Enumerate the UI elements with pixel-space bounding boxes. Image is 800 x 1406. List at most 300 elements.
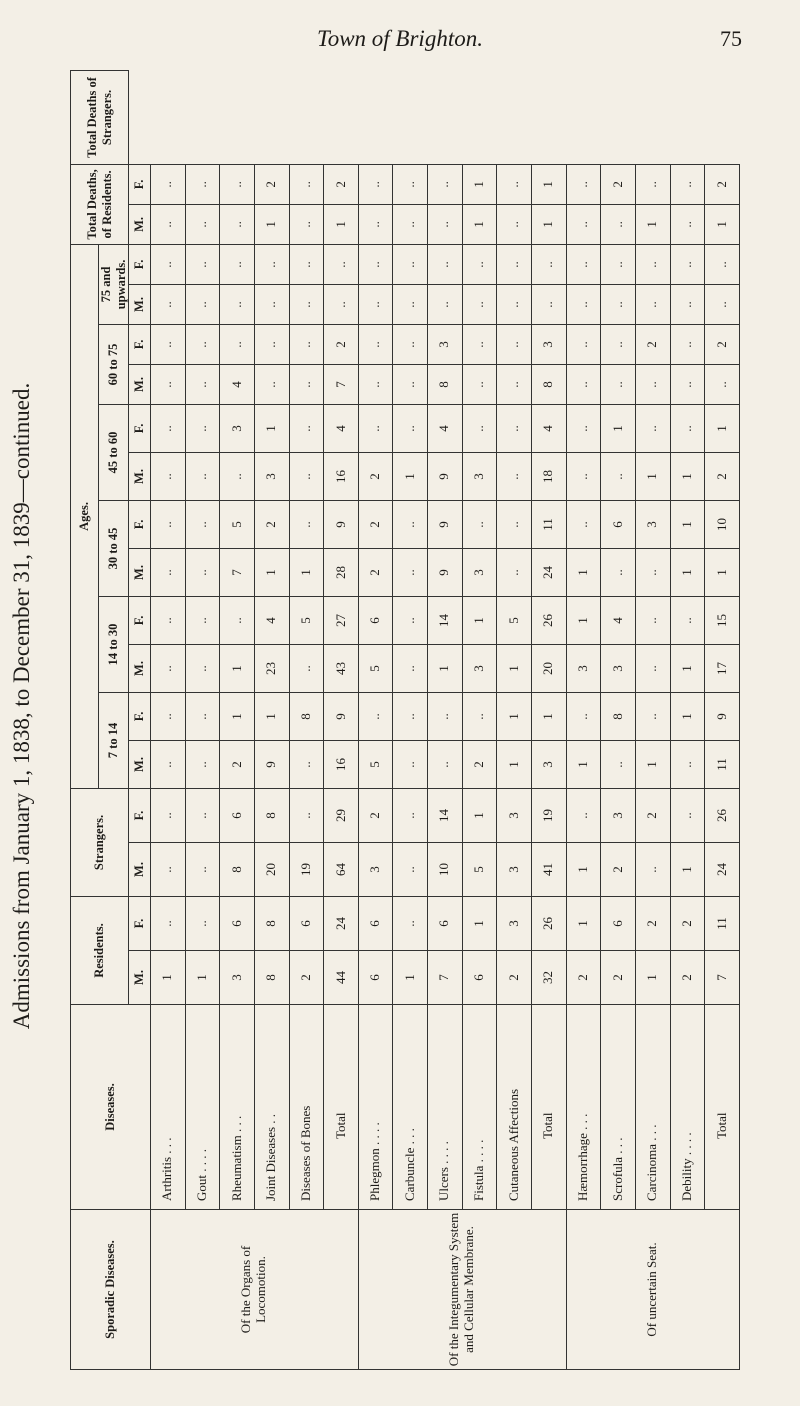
table-cell: .. bbox=[566, 364, 601, 404]
male-header: M. bbox=[129, 548, 151, 596]
disease-name: Rheumatism . . . bbox=[220, 1005, 255, 1210]
table-cell: 41 bbox=[532, 843, 567, 897]
table-cell: .. bbox=[289, 452, 324, 500]
table-cell: .. bbox=[393, 244, 428, 284]
table-cell: .. bbox=[566, 284, 601, 324]
table-cell: .. bbox=[393, 692, 428, 740]
table-cell: .. bbox=[185, 644, 220, 692]
table-cell: 7 bbox=[428, 951, 463, 1005]
table-cell: 1 bbox=[635, 452, 670, 500]
table-cell: 1 bbox=[670, 452, 705, 500]
table-row bbox=[220, 71, 255, 1370]
table-cell: .. bbox=[185, 284, 220, 324]
table-cell: 1 bbox=[705, 404, 740, 452]
table-cell: 5 bbox=[220, 500, 255, 548]
table-cell: 3 bbox=[601, 788, 636, 842]
table-cell: .. bbox=[566, 324, 601, 364]
table-cell: 5 bbox=[462, 843, 497, 897]
table-cell: 2 bbox=[670, 897, 705, 951]
table-cell: 1 bbox=[532, 204, 567, 244]
total-row bbox=[532, 71, 567, 1370]
female-header: F. bbox=[129, 788, 151, 842]
table-cell: 8 bbox=[532, 364, 567, 404]
disease-name: Gout . . . . bbox=[185, 1005, 220, 1210]
table-cell: .. bbox=[635, 364, 670, 404]
table-cell: .. bbox=[254, 284, 289, 324]
table-cell: 1 bbox=[670, 843, 705, 897]
table-cell: .. bbox=[462, 500, 497, 548]
male-header: M. bbox=[129, 364, 151, 404]
table-cell: .. bbox=[670, 244, 705, 284]
table-cell: 1 bbox=[393, 951, 428, 1005]
table-cell: .. bbox=[393, 644, 428, 692]
table-cell: 1 bbox=[462, 596, 497, 644]
table-cell: .. bbox=[393, 204, 428, 244]
table-cell: .. bbox=[185, 740, 220, 788]
table-cell: .. bbox=[462, 404, 497, 452]
table-cell: 1 bbox=[497, 692, 532, 740]
table-cell: .. bbox=[393, 324, 428, 364]
female-header: F. bbox=[129, 324, 151, 364]
table-cell: 9 bbox=[324, 500, 359, 548]
table-cell: 2 bbox=[566, 951, 601, 1005]
table-cell: 6 bbox=[601, 897, 636, 951]
table-cell: 23 bbox=[254, 644, 289, 692]
disease-name: Debility . . . . bbox=[670, 1005, 705, 1210]
table-cell: 1 bbox=[670, 548, 705, 596]
table-cell: 4 bbox=[428, 404, 463, 452]
table-cell: .. bbox=[670, 284, 705, 324]
female-header: F. bbox=[129, 692, 151, 740]
ages-header: Ages. bbox=[71, 244, 99, 788]
table-cell: 6 bbox=[358, 596, 393, 644]
disease-name: Scrofula . . . bbox=[601, 1005, 636, 1210]
table-cell: 3 bbox=[220, 404, 255, 452]
table-cell: .. bbox=[151, 452, 186, 500]
table-cell: 1 bbox=[254, 692, 289, 740]
table-cell: .. bbox=[428, 692, 463, 740]
table-cell: .. bbox=[497, 404, 532, 452]
table-cell: 3 bbox=[462, 644, 497, 692]
table-cell: 3 bbox=[532, 740, 567, 788]
age-group-header: 45 to 60 bbox=[99, 404, 129, 500]
table-cell: 2 bbox=[705, 324, 740, 364]
table-cell: .. bbox=[289, 324, 324, 364]
table-cell: .. bbox=[151, 284, 186, 324]
table-cell: 17 bbox=[705, 644, 740, 692]
table-cell: .. bbox=[601, 548, 636, 596]
table-cell: .. bbox=[220, 164, 255, 204]
table-cell: 8 bbox=[220, 843, 255, 897]
table-cell: .. bbox=[151, 164, 186, 204]
table-cell: .. bbox=[358, 404, 393, 452]
table-cell: 4 bbox=[324, 404, 359, 452]
table-cell: 2 bbox=[601, 843, 636, 897]
table-cell: .. bbox=[289, 644, 324, 692]
table-cell: 2 bbox=[635, 788, 670, 842]
table-cell: 20 bbox=[532, 644, 567, 692]
table-cell: .. bbox=[428, 740, 463, 788]
table-cell: 1 bbox=[324, 204, 359, 244]
table-cell: .. bbox=[601, 244, 636, 284]
table-cell: .. bbox=[151, 548, 186, 596]
table-cell: .. bbox=[185, 364, 220, 404]
disease-name: Hæmorrhage . . . bbox=[566, 1005, 601, 1210]
table-cell: 1 bbox=[566, 897, 601, 951]
table-cell: 14 bbox=[428, 788, 463, 842]
table-cell: .. bbox=[185, 452, 220, 500]
table-cell: .. bbox=[358, 284, 393, 324]
header-row-1 bbox=[71, 71, 99, 1370]
table-cell: 3 bbox=[497, 897, 532, 951]
table-cell: .. bbox=[705, 364, 740, 404]
table-cell: .. bbox=[220, 284, 255, 324]
female-header: F. bbox=[129, 244, 151, 284]
table-cell: .. bbox=[324, 244, 359, 284]
table-cell: .. bbox=[497, 164, 532, 204]
table-cell: .. bbox=[393, 596, 428, 644]
table-cell: .. bbox=[428, 284, 463, 324]
table-cell: 2 bbox=[358, 500, 393, 548]
table-cell: 2 bbox=[289, 951, 324, 1005]
table-cell: .. bbox=[635, 644, 670, 692]
table-cell: 3 bbox=[635, 500, 670, 548]
table-cell: 26 bbox=[532, 596, 567, 644]
table-cell: .. bbox=[670, 404, 705, 452]
table-cell: 24 bbox=[705, 843, 740, 897]
table-cell: .. bbox=[289, 500, 324, 548]
table-cell: 64 bbox=[324, 843, 359, 897]
table-cell: 1 bbox=[220, 692, 255, 740]
table-cell: .. bbox=[151, 364, 186, 404]
table-cell: 9 bbox=[324, 692, 359, 740]
total-residents-header: Total Deaths, of Residents. bbox=[71, 164, 129, 244]
table-cell: .. bbox=[497, 244, 532, 284]
table-cell: .. bbox=[151, 897, 186, 951]
table-cell: .. bbox=[462, 692, 497, 740]
female-header: F. bbox=[129, 404, 151, 452]
table-cell: 29 bbox=[324, 788, 359, 842]
table-cell: .. bbox=[358, 164, 393, 204]
table-cell: .. bbox=[635, 164, 670, 204]
table-cell: .. bbox=[151, 843, 186, 897]
table-cell: 2 bbox=[358, 788, 393, 842]
table-body bbox=[151, 71, 740, 1370]
disease-name: Arthritis . . . bbox=[151, 1005, 186, 1210]
table-row bbox=[635, 71, 670, 1370]
table-cell: 11 bbox=[532, 500, 567, 548]
table-cell: 8 bbox=[289, 692, 324, 740]
table-cell: 44 bbox=[324, 951, 359, 1005]
male-header: M. bbox=[129, 644, 151, 692]
table-row bbox=[566, 71, 601, 1370]
table-cell: .. bbox=[151, 404, 186, 452]
table-cell: 1 bbox=[497, 740, 532, 788]
table-cell: .. bbox=[185, 692, 220, 740]
table-cell: 43 bbox=[324, 644, 359, 692]
table-cell: 2 bbox=[254, 164, 289, 204]
mortality-table bbox=[70, 70, 740, 1370]
table-cell: 19 bbox=[289, 843, 324, 897]
table-cell: 1 bbox=[566, 596, 601, 644]
table-cell: 6 bbox=[220, 897, 255, 951]
table-cell: 1 bbox=[635, 740, 670, 788]
table-cell: 27 bbox=[324, 596, 359, 644]
table-cell: 3 bbox=[497, 788, 532, 842]
table-cell: 28 bbox=[324, 548, 359, 596]
table-cell: .. bbox=[185, 324, 220, 364]
table-cell: 4 bbox=[601, 596, 636, 644]
table-cell: 3 bbox=[462, 548, 497, 596]
table-cell: 26 bbox=[705, 788, 740, 842]
table-cell: 8 bbox=[428, 364, 463, 404]
table-cell: 26 bbox=[532, 897, 567, 951]
table-cell: 9 bbox=[254, 740, 289, 788]
table-cell: .. bbox=[254, 364, 289, 404]
table-cell: 9 bbox=[428, 500, 463, 548]
table-cell: .. bbox=[185, 164, 220, 204]
table-cell: 2 bbox=[324, 324, 359, 364]
age-group-header: 75 and upwards. bbox=[99, 244, 129, 324]
table-cell: 4 bbox=[220, 364, 255, 404]
table-cell: .. bbox=[635, 692, 670, 740]
table-row bbox=[601, 71, 636, 1370]
table-cell: 1 bbox=[635, 951, 670, 1005]
age-group-header: 60 to 75 bbox=[99, 324, 129, 404]
table-cell: .. bbox=[670, 204, 705, 244]
table-cell: 19 bbox=[532, 788, 567, 842]
table-cell: 24 bbox=[324, 897, 359, 951]
table-cell: 5 bbox=[497, 596, 532, 644]
table-cell: 2 bbox=[635, 324, 670, 364]
table-cell: .. bbox=[601, 452, 636, 500]
table-cell: .. bbox=[601, 284, 636, 324]
table-cell: 6 bbox=[462, 951, 497, 1005]
male-header: M. bbox=[129, 740, 151, 788]
page-header bbox=[0, 26, 800, 66]
table-cell: .. bbox=[670, 324, 705, 364]
table-cell: .. bbox=[289, 404, 324, 452]
disease-name: Ulcers . . . . bbox=[428, 1005, 463, 1210]
table-cell: .. bbox=[393, 740, 428, 788]
table-cell: .. bbox=[566, 244, 601, 284]
table-row bbox=[497, 71, 532, 1370]
table-cell: 8 bbox=[254, 788, 289, 842]
table-cell: .. bbox=[151, 644, 186, 692]
table-cell: .. bbox=[185, 548, 220, 596]
table-cell: 1 bbox=[428, 644, 463, 692]
male-header: M. bbox=[129, 843, 151, 897]
table-cell: .. bbox=[254, 244, 289, 284]
table-cell: .. bbox=[393, 404, 428, 452]
table-cell: 1 bbox=[670, 692, 705, 740]
table-cell: .. bbox=[151, 204, 186, 244]
table-cell: 8 bbox=[601, 692, 636, 740]
age-group-header: 14 to 30 bbox=[99, 596, 129, 692]
table-cell: 1 bbox=[705, 548, 740, 596]
disease-class-label: Of uncertain Seat. bbox=[566, 1210, 739, 1370]
table-cell: 3 bbox=[358, 843, 393, 897]
table-cell: .. bbox=[393, 548, 428, 596]
table-cell: .. bbox=[220, 204, 255, 244]
table-cell: 10 bbox=[705, 500, 740, 548]
table-cell: .. bbox=[497, 364, 532, 404]
table-cell: .. bbox=[566, 404, 601, 452]
table-cell: 6 bbox=[358, 951, 393, 1005]
table-cell: 1 bbox=[462, 204, 497, 244]
table-cell: 2 bbox=[254, 500, 289, 548]
table-cell: .. bbox=[462, 324, 497, 364]
table-cell: .. bbox=[566, 500, 601, 548]
page-number: 75 bbox=[720, 26, 742, 51]
table-cell: 2 bbox=[601, 164, 636, 204]
total-row bbox=[324, 71, 359, 1370]
table-cell: 1 bbox=[462, 164, 497, 204]
disease-name: Cutaneous Affections bbox=[497, 1005, 532, 1210]
table-cell: .. bbox=[324, 284, 359, 324]
table-cell: .. bbox=[635, 404, 670, 452]
table-cell: 2 bbox=[358, 452, 393, 500]
table-row bbox=[462, 71, 497, 1370]
table-cell: .. bbox=[670, 596, 705, 644]
table-cell: 1 bbox=[566, 740, 601, 788]
table-cell: 1 bbox=[532, 692, 567, 740]
table-cell: .. bbox=[358, 204, 393, 244]
female-header: F. bbox=[129, 897, 151, 951]
table-cell: .. bbox=[393, 364, 428, 404]
table-cell: .. bbox=[185, 500, 220, 548]
female-header: F. bbox=[129, 596, 151, 644]
disease-name: Total bbox=[324, 1005, 359, 1210]
table-cell: 11 bbox=[705, 740, 740, 788]
table-cell: 18 bbox=[532, 452, 567, 500]
table-cell: .. bbox=[670, 364, 705, 404]
table-cell: 7 bbox=[705, 951, 740, 1005]
table-cell: .. bbox=[705, 284, 740, 324]
male-header: M. bbox=[129, 951, 151, 1005]
table-cell: 8 bbox=[254, 897, 289, 951]
table-cell: 2 bbox=[462, 740, 497, 788]
table-cell: .. bbox=[185, 404, 220, 452]
table-cell: 3 bbox=[462, 452, 497, 500]
table-cell: .. bbox=[670, 164, 705, 204]
table-cell: .. bbox=[289, 740, 324, 788]
table-cell: .. bbox=[428, 164, 463, 204]
table-cell: .. bbox=[428, 204, 463, 244]
table-cell: .. bbox=[601, 204, 636, 244]
table-row bbox=[358, 71, 393, 1370]
table-cell: 5 bbox=[358, 740, 393, 788]
table-row bbox=[289, 71, 324, 1370]
table-row bbox=[393, 71, 428, 1370]
table-cell: .. bbox=[289, 244, 324, 284]
table-cell: .. bbox=[705, 244, 740, 284]
table-cell: .. bbox=[185, 244, 220, 284]
table-cell: 1 bbox=[566, 843, 601, 897]
table-cell: .. bbox=[393, 164, 428, 204]
age-group-header: 30 to 45 bbox=[99, 500, 129, 596]
table-cell: .. bbox=[185, 788, 220, 842]
table-cell: 1 bbox=[185, 951, 220, 1005]
table-cell: .. bbox=[566, 692, 601, 740]
table-cell: .. bbox=[151, 692, 186, 740]
rotated-table-wrap bbox=[70, 70, 740, 1370]
table-cell: 2 bbox=[705, 164, 740, 204]
table-cell: 1 bbox=[566, 548, 601, 596]
table-cell: .. bbox=[185, 596, 220, 644]
table-cell: .. bbox=[566, 204, 601, 244]
disease-name: Joint Diseases . . bbox=[254, 1005, 289, 1210]
table-cell: .. bbox=[151, 788, 186, 842]
table-cell: 4 bbox=[532, 404, 567, 452]
table-cell: .. bbox=[185, 204, 220, 244]
table-cell: .. bbox=[220, 244, 255, 284]
disease-name: Phlegmon . . . . bbox=[358, 1005, 393, 1210]
table-row bbox=[254, 71, 289, 1370]
table-cell: .. bbox=[358, 692, 393, 740]
table-cell: .. bbox=[289, 788, 324, 842]
disease-name: Carbuncle . . . bbox=[393, 1005, 428, 1210]
table-cell: .. bbox=[566, 164, 601, 204]
table-cell: 3 bbox=[497, 843, 532, 897]
age-group-header: 7 to 14 bbox=[99, 692, 129, 788]
table-cell: .. bbox=[428, 244, 463, 284]
table-cell: .. bbox=[185, 843, 220, 897]
table-cell: 1 bbox=[254, 404, 289, 452]
table-cell: .. bbox=[497, 324, 532, 364]
table-cell: .. bbox=[497, 452, 532, 500]
male-header: M. bbox=[129, 204, 151, 244]
table-cell: .. bbox=[635, 596, 670, 644]
table-cell: 9 bbox=[428, 452, 463, 500]
table-cell: .. bbox=[220, 452, 255, 500]
table-cell: .. bbox=[497, 204, 532, 244]
table-cell: .. bbox=[151, 324, 186, 364]
table-cell: 3 bbox=[220, 951, 255, 1005]
table-cell: .. bbox=[601, 324, 636, 364]
table-cell: .. bbox=[532, 244, 567, 284]
table-row bbox=[151, 71, 186, 1370]
table-row bbox=[670, 71, 705, 1370]
table-cell: .. bbox=[393, 843, 428, 897]
table-cell: 1 bbox=[670, 500, 705, 548]
table-cell: 3 bbox=[566, 644, 601, 692]
table-cell: 1 bbox=[254, 204, 289, 244]
total-strangers-header: Total Deaths of Strangers. bbox=[71, 71, 129, 165]
table-cell: .. bbox=[185, 897, 220, 951]
table-cell: .. bbox=[635, 843, 670, 897]
table-cell: 9 bbox=[428, 548, 463, 596]
table-cell: 10 bbox=[428, 843, 463, 897]
table-cell: .. bbox=[462, 284, 497, 324]
table-cell: 1 bbox=[705, 204, 740, 244]
table-cell: .. bbox=[393, 897, 428, 951]
table-cell: 6 bbox=[601, 500, 636, 548]
table-cell: .. bbox=[497, 548, 532, 596]
table-cell: .. bbox=[635, 284, 670, 324]
table-cell: 1 bbox=[462, 788, 497, 842]
table-cell: 2 bbox=[324, 164, 359, 204]
table-cell: 1 bbox=[497, 644, 532, 692]
table-cell: 1 bbox=[635, 204, 670, 244]
table-cell: .. bbox=[601, 740, 636, 788]
table-cell: 32 bbox=[532, 951, 567, 1005]
table-cell: 1 bbox=[532, 164, 567, 204]
table-cell: .. bbox=[393, 500, 428, 548]
table-cell: 2 bbox=[497, 951, 532, 1005]
table-cell: 5 bbox=[358, 644, 393, 692]
residents-header: Residents. bbox=[71, 897, 129, 1005]
